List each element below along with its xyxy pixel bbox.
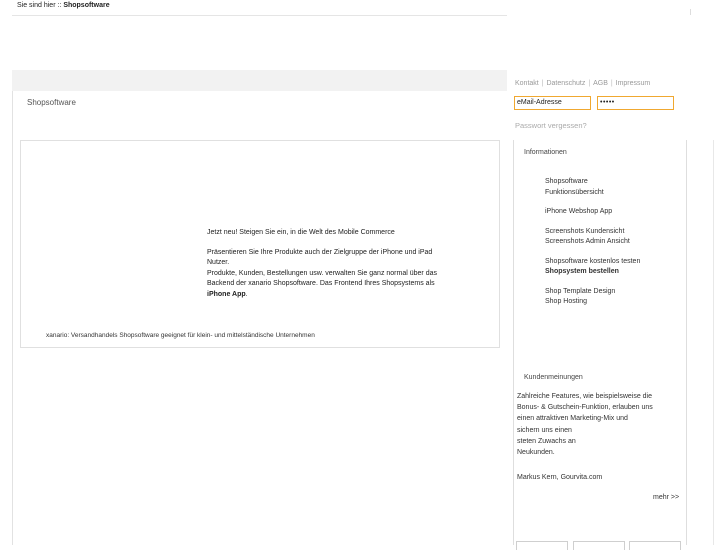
breadcrumb-divider [12,15,507,16]
info-list [545,177,680,317]
bottom-tab[interactable] [516,541,568,550]
review-author: Markus Kern, Gourvita.com [517,474,603,481]
review-line: sichern uns einen [517,426,572,434]
review-line: Neukunden. [517,449,555,457]
info-group [545,177,680,198]
info-group [545,257,680,278]
link-agb[interactable]: AGB [593,80,608,87]
breadcrumb-prefix: Sie sind hier :: [17,2,62,9]
header-divider [690,9,691,15]
info-link-funktionsuebersicht[interactable]: Funktionsübersicht [545,188,604,196]
link-separator: | [586,80,593,87]
page-title: Shopsoftware [27,98,76,107]
info-link-hosting[interactable]: Shop Hosting [545,298,588,305]
info-group [545,287,680,308]
review-line: Bonus- & Gutschein-Funktion, erlauben uns [517,404,653,412]
info-group [545,227,680,248]
info-link-testen[interactable]: Shopsoftware kostenlos testen [545,257,641,265]
link-separator: | [539,80,546,87]
promo-paragraph-1: Präsentieren Sie Ihre Produkte auch der Zielgruppe der iPhone und iPad Nutzer. [207,248,433,266]
link-datenschutz[interactable]: Datenschutz [546,80,586,87]
password-field[interactable]: ••••• [597,96,674,110]
link-impressum[interactable]: Impressum [615,80,651,87]
reviews-heading: Kundenmeinungen [524,374,583,381]
link-separator: | [608,80,615,87]
review-quote [517,391,679,458]
info-heading: Informationen [524,149,567,156]
info-link-screenshots-kunden[interactable]: Screenshots Kundensicht [545,227,625,235]
promo-paragraph-2-text: Produkte, Kunden, Bestellungen usw. verwalten Sie ganz normal über das Backend der xanario Shopsoftware. Das Frontend Ihres Shopsystems als [207,269,437,287]
info-link-shopsoftware[interactable]: Shopsoftware [545,178,588,185]
promo-paragraph-2 [207,269,452,301]
review-line: steten Zuwachs an [517,437,576,445]
info-group [545,207,680,218]
info-link-bestellen[interactable]: Shopsystem bestellen [545,268,619,275]
review-more-link[interactable]: mehr >> [653,494,680,501]
bottom-tab[interactable] [573,541,625,550]
info-link-template-design[interactable]: Shop Template Design [545,287,616,295]
review-line: Zahlreiche Features, wie beispielsweise die [517,393,653,400]
forgot-password-link[interactable]: Passwort vergessen? [515,121,587,130]
bottom-tab[interactable] [629,541,681,550]
link-kontakt[interactable]: Kontakt [515,80,539,87]
info-link-screenshots-admin[interactable]: Screenshots Admin Ansicht [545,238,630,245]
review-line: einen attraktiven Marketing-Mix und [517,415,628,423]
top-links [515,80,650,87]
iphone-app-link[interactable]: iPhone App [207,290,246,298]
info-link-iphone-app[interactable]: iPhone Webshop App [545,208,613,215]
promo-paragraph-2-end: . [245,290,248,298]
email-field[interactable]: eMail-Adresse [514,96,591,110]
promo-headline: Jetzt neu! Steigen Sie ein, in die Welt des Mobile Commerce [207,229,395,236]
breadcrumb-current[interactable]: Shopsoftware [63,2,110,9]
breadcrumb [17,2,110,9]
title-bar [12,70,507,91]
sidebar-edge [713,140,714,545]
footer-note: xanario: Versandhandels Shopsoftware geeignet für klein- und mittelständische Unternehmen [46,332,315,339]
promo-text [207,228,452,300]
